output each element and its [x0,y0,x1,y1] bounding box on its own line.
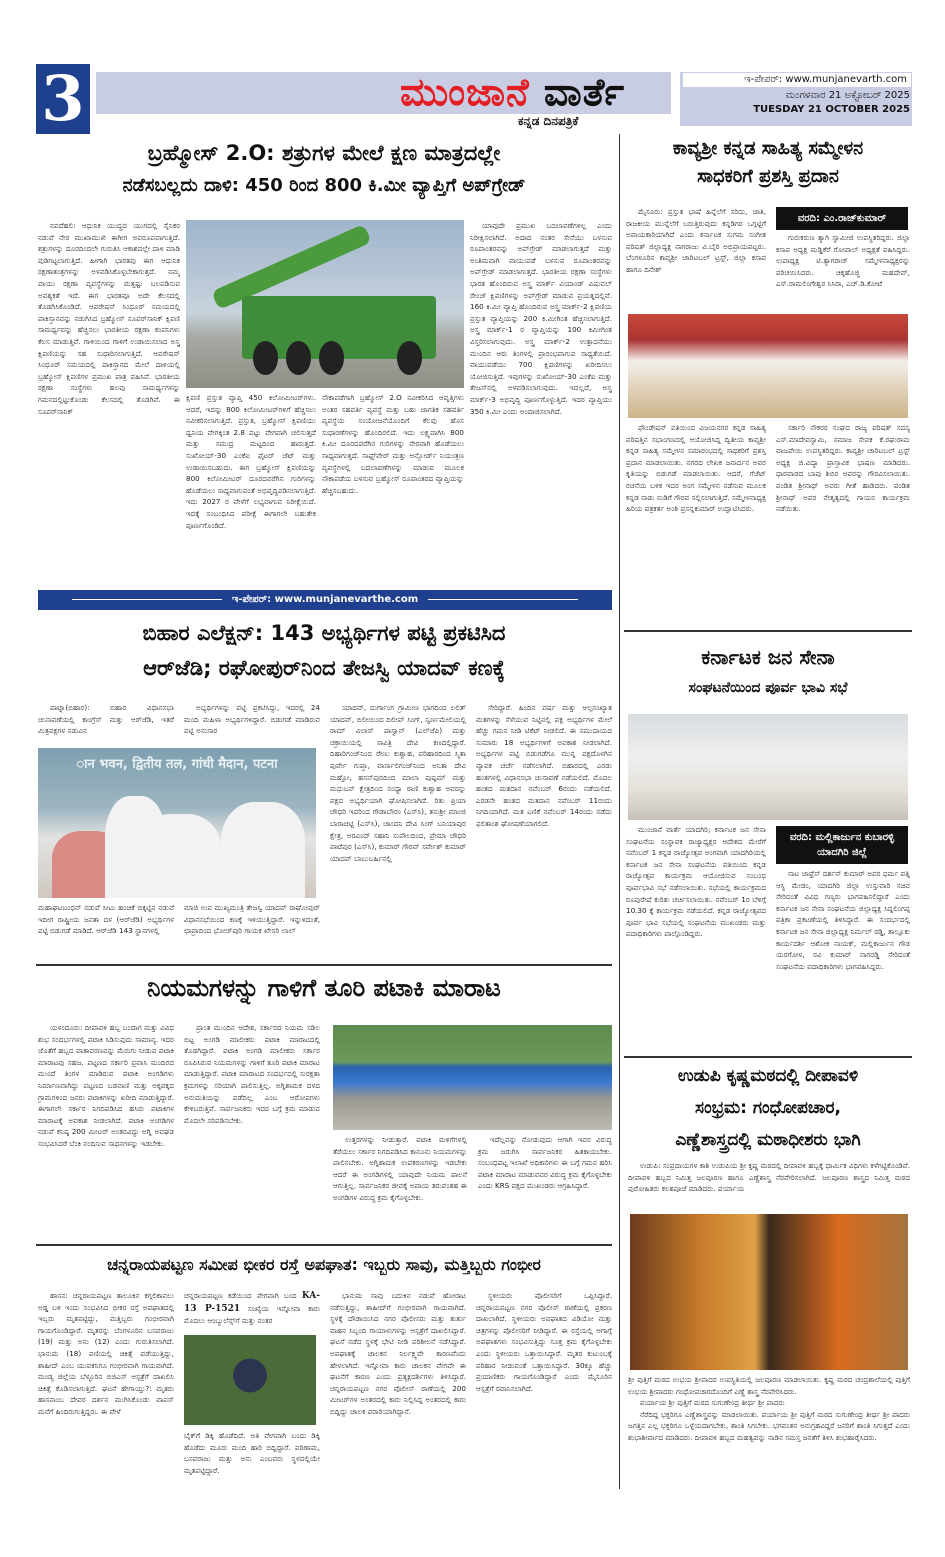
bihar-col-2 [184,702,320,738]
udupi-body-text: ಶ್ರೀ ಪುತ್ತಿಗೆ ಮಠದ ಉಭಯ ಶ್ರೀಪಾದರ ಉಪಸ್ಥಿತಿಯಲ್ಲಿ ಜಲಪೂರಣ ಮಾಡಲಾಯಿತು. ಕೃಷ್ಣ ಮಠದ ಚಂದ್ರಶಾಲೆಯಲ್ಲಿ ಪುತ್ತಿಗೆ ಉಭಯ ಶ್ರೀಪಾದರು ಗಂಧೋಪಚಾರದೊಂದಿಗೆ ಎಣ್ಣೆ ಶಾಸ್ತ್ರ ನೆರವೇರಿಸಿದರು. [628,1375,910,1396]
bihar-text-4: ಸೇರಿದ್ದಾರೆ. ಹಿಂದಿನ ವರ್ಷ ಮತ್ತು ಅಲ್ಪಸಂಖ್ಯಾತ ಮತಗಳನ್ನು ಸೆಳೆಯುವ ನಿಟ್ಟಿನಲ್ಲಿ ಪಕ್ಷ ಅಭ್ಯರ್ಥಿಗಳ ಮೇಲೆ ಹೆಚ್ಚು ಗಮನ ನೀಡಿ ಟಿಕೆಟ್ ನೀಡಲಿದೆ. ಈ ಸಮುದಾಯದ ಸುಮಾರು 18 ಅಭ್ಯರ್ಥಿಗಳಿಗೆ ಅವಕಾಶ ನೀಡಲಾಗಿದೆ. ಅಭ್ಯರ್ಥಿಗಳ ಪಟ್ಟಿ ಬಿಡುಗಡೆಗೂ ಮುನ್ನ ಪಕ್ಷದೊಳಗಿನ ವ್ಯಾಪಕ ಚರ್ಚೆ ನಡೆಸಲಾಗಿದೆ. ಬಿಹಾರದಲ್ಲಿ ಎರಡು ಹಂತಗಳಲ್ಲಿ ವಿಧಾನಸಭಾ ಚುನಾವಣೆ ನಡೆಯಲಿದೆ. ಮೊದಲ ಹಂತದ ಮತದಾನ ನವೆಂಬರ್ 6ರಂದು ನಡೆಯಲಿದೆ. ಎರಡನೇ ಹಂತದ ಮತದಾನ ನವೆಂಬರ್ 11ರಂದು ನಿಗದಿಯಾಗಿದೆ. ಮತ ಎಣಿಕೆ ನವೆಂಬರ್ 14ರಂದು ನಡೆದು ಫಲಿತಾಂಶ ಘೋಷಣೆಯಾಗಲಿದೆ. [476,703,612,828]
date-kannada: ಮಂಗಳವಾರ 21 ಅಕ್ಟೋಬರ್ 2025 [785,90,910,101]
udupi-body-text-3: ನೆರೆದಿದ್ದ ಭಕ್ತರಿಗೂ ಎಣ್ಣೆಶಾಸ್ತ್ರವನ್ನು ಮಾಡಲಾಯಿತು. ಪರ್ಯಾಯ ಶ್ರೀ ಪುತ್ತಿಗೆ ಮಠದ ಸುಗುಣೇಂದ್ರ ತೀರ್ಥ ಶ್ರೀ ಪಾದರು ಜಗತ್ತಿನ ಎಲ್ಲ ಭಕ್ತರಿಗೂ ಒಳ್ಳೆಯದಾಗಬೇಕು, ಶಾಂತಿ ಸಿಗಬೇಕು. ಭಗವಂತನ ಅನುಗ್ರಹವಿದ್ದರೆ ಜನರಿಗೆ ಶಾಂತಿ ಸಿಗುತ್ತದೆ ಎಂದು ಶುಭಾಶೀರ್ವಾದ ಮಾಡಿದರು. ದೀಪಾವಳಿ ಹಬ್ಬದ ಮಹತ್ವವನ್ನು ನಾಡಿನ ಸಮಸ್ತ ಜನತೆಗೆ ತಿಳಿಸಿ ಶುಭಹಾರೈಸಿದರು. [628,1409,910,1442]
page-number: 3 [36,64,90,134]
janasena-photo [628,714,908,820]
janasena-col-2 [776,868,910,1049]
kavyashree-photo [628,314,908,418]
kavyashree-col-4 [776,422,910,622]
accident-text-2a: ಚನ್ನರಾಯಪಟ್ಟಣ ಕಡೆಯಿಂದ ವೇಗವಾಗಿ ಬಂದ [184,1291,297,1300]
epaper-band [38,590,612,610]
kavyashree-headline-2: ಸಾಧಕರಿಗೆ ಪ್ರಶಸ್ತಿ ಪ್ರದಾನ [697,166,839,187]
firecracker-text-1: ಯಳಂದೂರು: ದೀಪಾವಳಿ ಹಬ್ಬ ಬಂದಾಗ ಮತ್ತು ವಿವಿಧ ಶುಭ ಸಂದರ್ಭಗಳಲ್ಲಿ ಪಟಾಕಿ ಸಿಡಿಸುವುದು ಸಾಮಾನ್ಯ. ಇದರ ಜೊತೆಗೆ ಹಬ್ಬದ ವಾತಾವರಣವನ್ನು ಮೆರುಗು ನೀಡುವ ಪಟಾಕಿ ಮಾರಾಟವು ಸಹಜ. ಪಟ್ಟಣದ ಸರ್ಕಾರಿ ಪ್ರವಾಸಿ ಮಂದಿರದ ಮುಂದೆ ತಿಂಗಳ ಮಾಡಿರುವ ಪಟಾಕಿ ಅಂಗಡಿಗಳು ನಿರ್ಮಾಣವಾಗಿದ್ದು ಪಟ್ಟಣದ ಬಡವಾಣಿ ಮತ್ತು ಅಕ್ಕಪಕ್ಕದ ಗ್ರಾಮಗಳಿಂದ ಜನರು ಪಟಾಕಿಗಳನ್ನು ಖರೀದಿ ಮಾಡುತ್ತಿದ್ದಾರೆ. ಈಗಾಗಲೇ ಸರ್ಕಾರ ನಿಗದಿಪಡಿಸಿದ ಹಸಿರು ಪಟಾಕಿಗಳ ಮಾರಾಟಕ್ಕೆ ಅವಕಾಶ ನೀಡಲಾಗಿದೆ. ಪಟಾಕಿ ಅಂಗಡಿಗಳ ನಡುವೆ ಕನಿಷ್ಠ 200 ಮೀಟರ್ ಅಂತರವಿದ್ದು ಅಗ್ನಿ ಅವಘಡ ಸಂಭವಿಸಿದರೆ ಬೆಂಕಿ ನಂದಿಸುವ ಸಾಧನಗಳನ್ನು ಇಡಬೇಕು. [38,1023,174,1148]
person-shape [138,814,221,898]
brahmos-col-3 [470,220,612,585]
firecracker-col-1 [38,1022,174,1237]
section-rule [624,1056,912,1058]
accident-col-4 [476,1290,612,1485]
accident-photo [184,1335,316,1425]
accident-text-3: ಭಾನುಮ ಸಾವು ಬದುಕಿನ ನಡುವೆ ಹೋರಾಟ ನಡೆಸುತ್ತಿದ್ದು, ಶಾಹೀದ್‌ಗೆ ಗಂಭೀರವಾಗಿ ಗಾಯವಾಗಿದೆ. ಸ್ಥಳಕ್ಕೆ ದೌಡಾಯಿಸಿದ ನಗರ ಪೊಲೀಸರು ಮತ್ತು ತುರ್ತು ವಾಹನ ಸಿಬ್ಬಂದಿ ಗಾಯಾಳುಗಳನ್ನು ಆಸ್ಪತ್ರೆಗೆ ದಾಖಲಿಸಿದ್ದಾರೆ. ಘಟನೆ ನಡೆದ ಸ್ಥಳಕ್ಕೆ ಭೇಟಿ ನೀಡಿ ಪರಿಶೀಲನೆ ನಡೆಸಿದ್ದಾರೆ. ಅಪಘಾತಕ್ಕೆ ಚಾಲಕನ ನಿರ್ಲಕ್ಷ್ಯವೇ ಕಾರಣವೆಂದು ಹೇಳಲಾಗಿದೆ. ಇನ್ನೋವಾ ಕಾರು ಚಾಲಕನ ವೇಗವೇ ಈ ಘಟನೆಗೆ ಕಾರಣ ಎಂದು ಪ್ರತ್ಯಕ್ಷದರ್ಶಿಗಳು ತಿಳಿಸಿದ್ದಾರೆ. ಚನ್ನರಾಯಪಟ್ಟಣ ನಗರ ಪೊಲೀಸ್ ಠಾಣೆಯಲ್ಲಿ 200 ಮೀಟರ್‌ಗಳ ಅಂತರದಲ್ಲಿ ಕಾರು ನಿಲ್ಲಿಸಿದ್ದ ಅಂತರದಲ್ಲಿ ಕಾರು ಬಿದ್ದಿದ್ದು ಚಾಲಕ ಪರಾರಿಯಾಗಿದ್ದಾನೆ. [330,1291,466,1416]
firecracker-text-3: ಉತ್ತರಗಳನ್ನು ನೀಡುತ್ತಾರೆ. ಪಟಾಕಿ ಮಳಿಗೆಗಳಲ್ಲಿ ತೆರೆಯಲು ಸರ್ಕಾರ ನಿಗದಿಪಡಿಸಿದ ಕಾನೂನು ನಿಯಮಗಳನ್ನು ಪಾಲಿಸಬೇಕು. ಅಗ್ನಿಶಾಮಕ ಉಪಕರಣಗಳನ್ನು ಇಡಬೇಕು ಆದರೆ ಈ ಅಂಗಡಿಗಳಲ್ಲಿ ಯಾವುದೇ ನಿಯಮ ಪಾಲನೆ ಆಗುತ್ತಿಲ್ಲ. ಸಾರ್ವಜನಿಕರ ಜೀವಕ್ಕೆ ಅಪಾಯ ತರುವಂತಹ ಈ ಅಂಗಡಿಗಳ ವಿರುದ್ಧ ಕ್ರಮ ಕೈಗೊಳ್ಳಬೇಕು. [333,1135,467,1202]
bihar-text-1: ಪಾಟ್ನಾ(ಬಿಹಾರ): ಬಿಹಾರ ವಿಧಾನಸಭಾ ಚುನಾವಣೆಯಲ್ಲಿ ಕಾಂಗ್ರೆಸ್ ಮತ್ತು ಆರ್‌ಜೆಡಿ, ಇತರೆ ಮಿತ್ರಪಕ್ಷಗಳ ನಡುವಿನ [38,703,174,736]
wheel-shape [397,341,422,375]
udupi-headline-1: ಉಡುಪಿ ಕೃಷ್ಣಮಠದಲ್ಲಿ ದೀಪಾವಳಿ [677,1066,859,1086]
section-rule [624,630,912,632]
bihar-headline-1: ಬಿಹಾರ ಎಲೆಕ್ಷನ್: 143 ಅಭ್ಯರ್ಥಿಗಳ ಪಟ್ಟಿ ಪ್ರಕಟಿಸಿದ [142,621,506,645]
epaper-band-url[interactable]: ಇ-ಪೇಪರ್: www.munjanevarthe.com [231,594,419,605]
brahmos-headline-1: ಬ್ರಹ್ಮೋಸ್ 2.O: ಶತ್ರುಗಳ ಮೇಲೆ ಕ್ಷಣ ಮಾತ್ರದಲ್ಲೇ [147,141,501,165]
logo-subtitle: ಕನ್ನಡ ದಿನಪತ್ರಿಕೆ [518,114,579,128]
accident-headline: ಚನ್ನರಾಯಪಟ್ಟಣ ಸಮೀಪ ಭೀಕರ ರಸ್ತೆ ಅಪಘಾತ: ಇಬ್ಬರು ಸಾವು, ಮತ್ತಿಬ್ಬರು ಗಂಭೀರ [107,1255,541,1274]
section-rule [36,1244,612,1246]
accident-caption: ಬೈಕ್‌ಗೆ ಡಿಕ್ಕಿ ಹೊಡೆದಿದೆ. ಅತಿ ವೇಗವಾಗಿ ಬಂದು ಡಿಕ್ಕಿ ಹೊಡೆದು ಮೂರು ಮಂದಿ ಹಾರಿ ಬಿದ್ದಿದ್ದಾರೆ. ಪರಿಣಾಮ, ಬಸವರಾಜು ಮತ್ತು ಅನು ಎಂಬವರು ಸ್ಥಳದಲ್ಲಿಯೇ ಮೃತಪಟ್ಟಿದ್ದಾರೆ. [184,1431,320,1475]
wheel-shape [253,341,278,375]
kavyashree-col-2 [776,232,910,312]
date-english: TUESDAY 21 OCTOBER 2025 [753,104,910,115]
kavyashree-col-1 [626,206,766,311]
janasena-headline-1: ಕರ್ನಾಟಕ ಜನ ಸೇನಾ [701,645,835,669]
kavyashree-text-1: ಮೈಸೂರು: ಪ್ರಸ್ತುತ ಭಾಷೆ ಹಿನ್ನೆಲೆಗೆ ಸರಿದು, ಜಾತಿ, ರಾಜಕೀಯ ಮುನ್ನೆಲೆಗೆ ಬರುತ್ತಿರುವುದು ಕನ್ನಡಿಗರ ಒಗ್ಗಟ್ಟಿಗೆ ಅಪಾಯಕಾರಿಯಾಗಿದೆ ಎಂದು ಕರ್ನಾಟಕ ಸುಗಮ ಸಂಗೀತ ಪರಿಷತ್ ಜಿಲ್ಲಾಧ್ಯಕ್ಷ ನಾಗರಾಜು ವಿ.ಬೈರಿ ಅಭಿಪ್ರಾಯಪಟ್ಟರು. ಬೆಂಗಳೂರಿನ ಕಾವ್ಯಶ್ರೀ ಚಾರಿಟಬಲ್ ಟ್ರಸ್ಟ್, ಜಿಲ್ಲಾ ಕಸಾಪ ಹಾಗೂ ದಿನೇಶ್ [626,207,766,274]
newspaper-logo [400,70,625,115]
logo-black-text: ವಾರ್ತೆ [543,70,626,114]
kavyashree-text-3: ಫೌಂಡೇಷನ್ ವತಿಯಿಂದ ವಿಜಯನಗರ ಕನ್ನಡ ಸಾಹಿತ್ಯ ಪರಿಷತ್ತಿನ ಸಭಾಂಗಣದಲ್ಲಿ ಆಯೋಜಿಸಿದ್ದ ದ್ವಿತೀಯ ಕಾವ್ಯಶ್ರೀ ಕನ್ನಡ ಸಾಹಿತ್ಯ ಸಮ್ಮೇಳನ ಸಮಾರಂಭದಲ್ಲಿ ಸಾಧಕರಿಗೆ ಪ್ರಶಸ್ತಿ ಪ್ರದಾನ ಮಾಡಲಾಯಿತು. ನಗರದ ಲೇಖಕ ಜನಾರ್ದನ ಅವರ ಕೃತಿಯನ್ನು ಬಿಡುಗಡೆ ಮಾಡಲಾಯಿತು. ಆದರೆ, ಗೆಜೆಟ್ ರಚನೆಯ ಬಳಿಕ ಇದರ ಅಂಗ ಸಮ್ಮೇಳನ ನಡೆಸುವ ಮೂಲಕ ಕನ್ನಡ ನಾಡು ನುಡಿಗೆ ಗೌರವ ಸಲ್ಲಿಸಲಾಗುತ್ತಿದೆ. ಸಮ್ಮೇಳನಾಧ್ಯಕ್ಷ ಹಿರಿಯ ಪತ್ರಕರ್ತ ಅಂಶಿ ಪ್ರಸನ್ನಕುಮಾರ್ ಉದ್ಘಾಟಿಸಿದರು. [626,423,766,514]
bihar-headline-2: ಆರ್‌ಜೆಡಿ; ರಘೋಪುರ್‌ನಿಂದ ತೇಜಸ್ವಿ ಯಾದವ್ ಕಣಕ್ಕೆ [143,656,505,680]
accident-text-1: ಹಾಸನ: ಚನ್ನರಾಯಪಟ್ಟಣ ತಾಲೂಕಿನ ಕಗ್ಗಲಿಕಾವಲು ಅಡ್ಡ ಬಳಿ ಇಂದು ಸಂಭವಿಸಿದ ಭೀಕರ ರಸ್ತೆ ಅಪಘಾತದಲ್ಲಿ ಇಬ್ಬರು ಮೃತಪಟ್ಟಿದ್ದು, ಮತ್ತಿಬ್ಬರು ಗಂಭೀರವಾಗಿ ಗಾಯಗೊಂಡಿದ್ದಾರೆ. ಮೃತರನ್ನು ಬೆಂಗಳೂರಿನ ಬಸವರಾಜು (19) ಮತ್ತು ಅನು (12) ಎಂದು ಗುರುತಿಸಲಾಗಿದೆ. ಭಾನುಮ (18) ಪಣಿಯಲ್ಲಿ ಚಿಕಿತ್ಸೆ ಪಡೆಯುತ್ತಿದ್ದು, ಶಾಹೀದ್ ಎಂಬ ಯುವಕನಿಗೂ ಗಂಭೀರವಾಗಿ ಗಾಯವಾಗಿದೆ. ಮಂಡ್ಯ ಜಿಲ್ಲೆಯ ಬೆಳ್ಳೂರಿನ ಬಿಜಿಎಸ್ ಆಸ್ಪತ್ರೆಗೆ ದಾಖಲಿಸಿ ಚಿಕಿತ್ಸೆ ಕೊಡಿಸಲಾಗುತ್ತಿದೆ. ಘಟನೆ ಹೇಗಾಯ್ತು?: ಮೃತರು ಹಾಸನಾಂಬ ದೇವರ ದರ್ಶನ ಮುಗಿಸಿಕೊಂಡು ವಾಪಸ್ ಮನೆಗೆ ಹಿಂದಿರುಗುತ್ತಿದ್ದರು. ಈ ವೇಳೆ [38,1291,174,1416]
brahmos-photo [186,220,464,388]
firecracker-headline: ನಿಯಮಗಳನ್ನು ಗಾಳಿಗೆ ತೂರಿ ಪಟಾಕಿ ಮಾರಾಟ [147,974,501,1002]
bihar-col-1 [38,702,174,738]
udupi-headline-3: ಎಣ್ಣೆಶಾಸ್ತ್ರದಲ್ಲಿ ಮಠಾಧೀಶರು ಭಾಗಿ [675,1130,861,1150]
firecracker-col-2 [184,1022,320,1237]
udupi-headline-2: ಸಂಭ್ರಮ: ಗಂಧೋಪಚಾರ, [695,1098,841,1118]
udupi-body [628,1374,910,1486]
bihar-text-2: ಅಭ್ಯರ್ಥಿಗಳನ್ನು ಪಟ್ಟಿ ಪ್ರಕಟಿಸಿದ್ದು, ಇದರಲ್ಲಿ 24 ಮಂದಿ ಮಹಿಳಾ ಅಭ್ಯರ್ಥಿಗಳಿದ್ದಾರೆ. ಬಿಡುಗಡೆ ಮಾಡಿರುವ ಪಟ್ಟಿ ಅನುಸಾರ [184,703,320,736]
firecracker-text-4: ಇದೆಲ್ಲವನ್ನು ನೋಡುವುದು ಆಗಾಗಿ ಇವರ ವಿರುದ್ಧ ಕ್ರಮ ಜರುಗಿಸಿ ಸಾರ್ವಜನಿಕರ ಹಿತಕಾಯಬೇಕು. ಸಂಬಂಧಪಟ್ಟ ಇಲಾಖೆ ಅಧಿಕಾರಿಗಳು ಈ ಬಗ್ಗೆ ಗಮನ ಹರಿಸಿ ಪಟಾಕಿ ಮಾರಾಟ ಮಾಡುವವರ ವಿರುದ್ಧ ಕ್ರಮ ಕೈಗೊಳ್ಳಬೇಕು ಎಂದು KRS ಪಕ್ಷದ ಮುಖಂಡರು ಆಗ್ರಹಿಸಿದ್ದಾರೆ. [478,1135,612,1191]
accident-col-2 [184,1290,320,1328]
brahmos-caption: ಕ್ಷಿಪಣಿ ಪ್ರಸ್ತುತ ವ್ಯಾಪ್ತಿ 450 ಕಿಲೋಮೀಟರ್‌ಗಳು. ಆದರೆ, ಇದನ್ನು 800 ಕಿಲೋಮೀಟರ್‌ಗಳಿಗೆ ಹೆಚ್ಚಿಸಲು ನವೀಕರಿಸಲಾಗುತ್ತಿದೆ. ಪ್ರಸ್ತುತ, ಬ್ರಹ್ಮೋಸ್ ಕ್ಷಿಪಣಿಯು ಧ್ವನಿಯ ವೇಗಕ್ಕಿಂತ 2.8 ಪಟ್ಟು ವೇಗವಾಗಿ ಚಲಿಸುತ್ತದೆ ಮತ್ತು ಸಮುದ್ರ ಮಟ್ಟದಿಂದ ಹಾರುತ್ತದೆ. ಸುಖೋಯ್-30 ಎಂಕೆಐ ಫೈಟರ್ ಜೆಟ್ ಮತ್ತು ಉಡಾಯಿಸಬಹುದು. ಈಗ ಬ್ರಹ್ಮೋಸ್ ಕ್ಷಿಪಣಿಯನ್ನು 800 ಕಿಲೋಮೀಟರ್ ದೂರದವರೆಗಿನ ಗುರಿಗಳನ್ನು ಹೊಡೆಯಲು ಸಾಧ್ಯವಾಗುವಂತೆ ಅಭಿವೃದ್ಧಿಪಡಿಸಲಾಗುತ್ತಿದೆ. ಇದು 2027 ರ ವೇಳೆಗೆ ಲಭ್ಯವಾಗುವ ನಿರೀಕ್ಷೆಯಿದೆ. ಇದಕ್ಕೆ ಸಂಬಂಧಿಸಿದ ಪರೀಕ್ಷೆ ಈಗಾಗಲೇ ಬಹುತೇಕ ಪೂರ್ಣಗೊಂಡಿದೆ. [186,393,316,530]
bihar-col-4 [476,702,612,960]
epaper-url[interactable]: ಇ-ಪೇಪರ್: www.munjanevarth.com [683,73,911,87]
accident-col-1 [38,1290,174,1485]
firecracker-photo [333,1025,612,1130]
kavyashree-headline-1: ಕಾವ್ಯಶ್ರೀ ಕನ್ನಡ ಸಾಹಿತ್ಯ ಸಮ್ಮೇಳನ [672,138,864,159]
bihar-caption-2: ಮಾಜಿ ಉಪ ಮುಖ್ಯಮಂತ್ರಿ ತೇಜಸ್ವಿ ಯಾದವ್ ರಾಘೋಪುರ್ ವಿಧಾನಸಭೆಯಿಂದ ಕಣಕ್ಕೆ ಇಳಿಯುತ್ತಿದ್ದಾರೆ. ಇನ್ನುಳಿದಂತೆ, ಛಾಪ್ರಾದಿಂದ ಭೋಜ್‌ಪುರಿ ಗಾಯಕ ಖೇಸರಿ ಲಾಲ್ [184,903,320,936]
brahmos-caption-2: ನೌಕಾಪಡೆಗಾಗಿ ಬ್ರಹ್ಮೋಸ್ 2.O ನವೀಕರಿಸಿದ ಆವೃತ್ತಿಗಳು ಅಂತರ ಸಹವರ್ತಿ ವ್ಯವಸ್ಥೆ ಮತ್ತು ಬಹು ಜಾಗತಿಕ ಸಹವರ್ತಿ ವ್ಯವಸ್ಥೆಯ ಸಂಯೋಜನೆಯೊಂದಿಗೆ ಕೆಲವು ಹೊಸ ಸುಧಾರಣೆಗಳನ್ನು ಹೊಂದಿರಲಿದೆ. ಇದು ಲಕ್ಷ್ಯವಾಗಿಸಿ 800 ಕಿ.ಮೀ ದೂರದವರೆಗಿನ ಗುರಿಗಳನ್ನು ನೇರವಾಗಿ ಹೊಡೆಯಲು ಸಾಧ್ಯವಾಗುತ್ತದೆ. ಸಾಫ್ಟ್‌ವೇರ್ ಮತ್ತು ಆನ್ಬೋರ್ಡ್ ನಿಯಂತ್ರಣ ವ್ಯವಸ್ಥೆಗಳಲ್ಲಿ ಬದಲಾವಣೆಗಳನ್ನು ಮಾಡುವ ಮೂಲಕ ನೌಕಾಪಡೆಯ ಬಳಸುವ ಬ್ರಹ್ಮೋಸ್ ರೂಪಾಂತರದ ವ್ಯಾಪ್ತಿಯನ್ನು ಹೆಚ್ಚಿಸಬಹುದು. [322,393,464,495]
column-divider [619,134,620,1489]
udupi-intro-text: ಉಡುಪಿ: ಸಂಪ್ರದಾಯಗಳ ಕಾಶಿ ಉಡುಪಿಯ ಶ್ರೀ ಕೃಷ್ಣ ಮಠದಲ್ಲಿ ದೀಪಾವಳಿ ಹಬ್ಬಕ್ಕೆ ಧಾರ್ಮಿಕ ವಿಧಿಗಳು ಕಳೆಗಟ್ಟಿಕೊಂಡಿವೆ. ದೀಪಾವಳಿ ಹಬ್ಬದ ನಿಮಿತ್ತ ಜಲಪೂರಣ ಹಾಗೂ ಎಣ್ಣೆಶಾಸ್ತ್ರ ನೆರವೇರಿಸಲಾಗಿದೆ. ಜಲಪೂರಣ ಶಾಸ್ತ್ರದ ನಿಮಿತ್ತ ಮಠದ ಪುರೋಹಿತರು ಕಲಶಪೂಜೆ ಮಾಡಿದರು. ಪರ್ಯಾಯ [628,1161,910,1194]
bihar-text-3: ಯಾದವ್, ದುರ್ಗಾಂಗ ಗ್ರಾಮೀಣ ಭಾಗದಿಂದ ಲಲಿತ್ ಯಾದವ್, ಬಿಲೀಯಿಂದ ದಿಲೀಪ್ ಸಿಂಗ್, ಸ್ವರ್ಣಮೇಲಿಯಲ್ಲಿ ರಾಮ್ ವಿಲಾಸ್ ಪಾಸ್ವಾನ್ (ಎಲ್‌ಜೆಪಿ) ಮತ್ತು ಚಕ್ರಾಯಿಯಲ್ಲಿ ಸಾವಿತ್ರಿ ದೇವಿ ಕಣದಲ್ಲಿದ್ದಾರೆ. ದಿಹಾರಿಗಂಜ್‌ನಿಂದ ರೇಣು ಕುಶ್ವಾಹ, ಪರಿಹಾರದಿಂದ ಸ್ಮಿತಾ ಪುರ್ವೇ ಗುಪ್ತಾ, ವಾರ್ಸಾಲಿಗಂಜ್‌ನಿಂದ ಅನಿತಾ ದೇವಿ ಮಹ್ತೋ, ಹಸನ್‌ಪುರದಿಂದ ಮಾಲಾ ಪುಷ್ಪಮ್ ಮತ್ತು ಮಧುಬನ್ ಕ್ಷೇತ್ರದಿಂದ ಸಂಧ್ಯಾ ರಾಣಿ ಕುಶ್ವಾಹ ಅವರನ್ನು ಪಕ್ಷದ ಅಭ್ಯರ್ಥಿಯಾಗಿ ಘೋಷಿಸಲಾಗಿದೆ. ರಿತು ಪ್ರಿಯಾ ಚೌಧರಿ ಇವರಿಂದ ಗೌಡಾಬೌರಂ (ಎಸ್‌ಸಿ), ತನುಶ್ರೀ ಮಾಂಜಿ ಬಾರಾಚಟ್ಟಿ (ಎಸ್‌ಸಿ), ಚಾಂದನಿ ದೇವಿ ಸಿಂಗ್ ಬನಿಯಾಪುರ ಕ್ಷೇತ್ರ, ಅರವಿಂದ್ ಸಹಾನಿ ಸುಪೌಲದಿಂದ, ಪ್ರೇಮಾ ಚೌಧರಿ ಪಾಟೆಪುರ (ಎಸ್‌ಸಿ), ಕುಮಾರ್ ಗೌರವ್ ಸರ್ವೇಶ್ ಕುಮಾರ್ ಯಾದವ್ ಬಾಬುಬರ್ಹಿನಲ್ಲಿ [330,703,466,863]
accident-text-4: ಸ್ಥಳೀಯರು ಪೊಲೀಸರಿಗೆ ಒಪ್ಪಿಸಿದ್ದಾರೆ. ಚನ್ನರಾಯಪಟ್ಟಣ ನಗರ ಪೊಲೀಸ್ ಠಾಣೆಯಲ್ಲಿ ಪ್ರಕರಣ ದಾಖಲಾಗಿದೆ. ಸ್ಥಳೀಯರು ಅಪಘಾತದ ವಿಡಿಯೋ ಮತ್ತು ಚಿತ್ರಗಳನ್ನು ಪೊಲೀಸರಿಗೆ ನೀಡಿದ್ದಾರೆ. ಈ ರಸ್ತೆಯಲ್ಲಿ ಆಗಾಗ್ಗೆ ಅಪಘಾತಗಳು ಸಂಭವಿಸುತ್ತಿದ್ದು ಸೂಕ್ತ ಕ್ರಮ ಕೈಗೊಳ್ಳಬೇಕು ಎಂದು ಸ್ಥಳೀಯರು ಒತ್ತಾಯಿಸಿದ್ದಾರೆ. ಮೃತರ ಕುಟುಂಬಕ್ಕೆ ಪರಿಹಾರ ನೀಡುವಂತೆ ಒತ್ತಾಯಿಸಿದ್ದಾರೆ. 30ಕ್ಕೂ ಹೆಚ್ಚು ಪ್ರಯಾಣಿಕರು ಗಾಯಗೊಂಡಿದ್ದಾರೆ ಎಂದು ಮೈಸೂರಿನ ಆಸ್ಪತ್ರೆಗೆ ರವಾನಿಸಲಾಗಿದೆ. [476,1291,612,1393]
janasena-text-2: ನಾಟ ಜಾಫ್ರೆಸ್ ದರ್ಶನ್ ಕುಮಾರ್ ಅವರ ಧರ್ಮ ಪತ್ನಿ ಆಸ್ಥಿ ಮೇಡಂ, ಯಾದಗಿರಿ ಜಿಲ್ಲಾ ಉಸ್ತುವಾರಿ ಸಚಿವ ಸೇರಿದಂತೆ ವಿವಿಧ ಗಣ್ಯರು ಭಾಗವಹಿಸಲಿದ್ದಾರೆ ಎಂದು ಕರ್ನಾಟಕ ಜನ ಸೇನಾ ಸಂಘಟನೆಯ ಜಿಲ್ಲಾಧ್ಯಕ್ಷ ಸಿದ್ದಲಿಂಗಪ್ಪ ಪತ್ರಿಕಾ ಪ್ರಕಟಣೆಯಲ್ಲಿ ತಿಳಿಸಿದ್ದಾರೆ. ಈ ಸಂದರ್ಭದಲ್ಲಿ ಕರ್ನಾಟಕ ಜನ ಸೇನಾ ಜಿಲ್ಲಾಧ್ಯಕ್ಷ ನಿರ್ಮಲ್ ರಡ್ಡಿ, ತಾಲ್ಲೂಕು ಕಾರ್ಯದರ್ಶಿ ಆಶೋಕ ನಾಯಕ್, ಮಲ್ಲಿಕಾರ್ಜುನ ಗೌಡ ಯರಗೋಳ, ರವಿ ಕುಮಾರ್ ನಾಗರಡ್ಡಿ ಸೇರಿದಂತೆ ಸಂಘಟನೆಯ ಪದಾಧಿಕಾರಿಗಳು ಭಾಗವಹಿಸಿದ್ದರು. [776,869,910,971]
udupi-intro [628,1160,910,1208]
udupi-body-text-2: ಪರ್ಯಾಯ ಶ್ರೀ ಪುತ್ತಿಗೆ ಮಠದ ಸುಗುಣೇಂದ್ರ ತೀರ್ಥ ಶ್ರೀ ಪಾದರು [640,1398,785,1408]
firecracker-col-4 [478,1134,612,1237]
wheel-shape [319,341,344,375]
wheel-shape [286,341,311,375]
section-rule [36,964,612,966]
kavyashree-byline: ವರದಿ: ಎಂ.ರಾಜ್‌ಕುಮಾರ್ [776,207,908,230]
janasena-text-1: ಮುಂಜಾನೆ ವಾರ್ತೆ ಯಾದಗಿರಿ; ಕರ್ನಾಟಕ ಜನ ಸೇನಾ ಸಂಘಟನೆಯ ಸಂಸ್ಥಾಪಕ ರಾಜ್ಯಾಧ್ಯಕ್ಷರ ಆದೇಶದ ಮೇರೆಗೆ ನವೆಂಬರ್ 1 ಕನ್ನಡ ರಾಜ್ಯೋತ್ಸವ ಅಂಗವಾಗಿ ಯಾದಗಿರಿಯಲ್ಲಿ ಕರ್ನಾಟಕ ಜನ ಸೇನಾ ಸಂಘಟನೆಯ ವತಿಯಿಂದ ಕನ್ನಡ ರಾಜ್ಯೋತ್ಸವ ಕಾರ್ಯಕ್ರಮ ಆಯೋಜಿಸುವ ಸಂಬಂಧ ಪೂರ್ವಭಾವಿ ಸಭೆ ನಡೆಸಲಾಯಿತು. ಸಭೆಯಲ್ಲಿ ಕಾರ್ಯಕ್ರಮದ ರೂಪುರೇಷೆ ಕುರಿತು ಚರ್ಚಿಸಲಾಯಿತು. ನವೆಂಬರ್ 1ರ ಬೆಳಿಗ್ಗೆ 10.30 ಕ್ಕೆ ಕಾರ್ಯಕ್ರಮ ನಡೆಯಲಿದೆ. ಕನ್ನಡ ರಾಜ್ಯೋತ್ಸವದ ಪೂರ್ವ ಭಾವಿ ಸಭೆಯಲ್ಲಿ ಸಂಘಟನೆಯ ಮುಖಂಡರು ಮತ್ತು ಪದಾಧಿಕಾರಿಗಳು ಪಾಲ್ಗೊಂಡಿದ್ದರು. [626,825,766,939]
brahmos-headline-2: ನಡೆಸಬಲ್ಲದು ದಾಳಿ: 450 ರಿಂದ 800 ಕಿ.ಮೀ ವ್ಯಾಪ್ತಿಗೆ ಅಪ್‌ಗ್ರೇಡ್ [122,175,526,196]
bihar-caption-1: ಮಹಾಘಟಬಂಧನ್ ನಡುವೆ ಸೀಟು ಹಂಚಿಕೆ ಬಿಕ್ಕಟ್ಟಿನ ನಡುವೆ ಇದೀಗ ರಾಷ್ಟ್ರೀಯ ಜನತಾ ದಳ (ಆರ್‌ಜೆಡಿ) ಅಭ್ಯರ್ಥಿಗಳ ಪಟ್ಟಿ ಬಿಡುಗಡೆ ಮಾಡಿದೆ. ಆರ್‌ಜೆಡಿ 143 ಸ್ಥಾನಗಳಲ್ಲಿ [38,903,174,936]
kavyashree-col-3 [626,422,766,622]
logo-red-text: ಮುಂಜಾನೆ [400,70,530,114]
vehicle-plate: KA-13 P-1521 [184,1291,320,1314]
accident-col-3 [330,1290,466,1485]
firecracker-col-3 [333,1134,467,1237]
brahmos-text-1: ನವದೆಹಲಿ: ಆಧುನಿಕ ಯುದ್ಧದ ಯುಗದಲ್ಲಿ ಸೈನಿಕರ ನಡುವೆ ನೇರ ಮುಖಾಮುಖಿ ಈಗೀಗ ಅಪರೂಪವಾಗುತ್ತಿದೆ. ಶತ್ರುಗಳನ್ನು ದೂರದಿಂದಲೇ ಗುರುತಿಸಿ ಆಕಾಶದಲ್ಲೇ ದಾಳಿ ಮಾಡಿ ಪುಡಿಗಟ್ಟಲಾಗುತ್ತಿದೆ. ಹೀಗಾಗಿ ಭಾರತವು ಈಗ ಆಧುನಿಕ ರಕ್ಷಣಾತಂತ್ರಗಳನ್ನು ಅಳವಡಿಸಿಕೊಳ್ಳಬೇಕಾಗುತ್ತದೆ. ನಮ್ಮ ವಾಯು ರಕ್ಷಣಾ ವ್ಯವಸ್ಥೆಗಳನ್ನು ಮತ್ತಷ್ಟು ಬಲಪಡಿಸುವ ಅವಶ್ಯಕತೆ ಇದೆ. ಈಗ ಭಾರತವೂ ಅದೇ ಕೆಲಸದಲ್ಲಿ ತೊಡಗಿಸಿಕೊಂಡಿದೆ. ಆಪರೇಷನ್ ಸಿಂಧೂರ್ ಸಮಯದಲ್ಲಿ ಪಾಕಿಸ್ತಾನವನ್ನು ನಡುಗಿಸಿದ ಬ್ರಹ್ಮೋಸ್ ಸೂಪರ್‌ಸಾನಿಕ್ ಕ್ಷಿಪಣಿ ಸಾಮರ್ಥ್ಯವನ್ನು ಹೆಚ್ಚಿಸಲು ಭಾರತೀಯ ರಕ್ಷಣಾ ಕಂಪನಿಗಳು ಕೆಲಸ ಮಾಡುತ್ತಿವೆ. ಗಾಳಿಯಿಂದ ಗಾಳಿಗೆ ಉಡಾಯಿಸಲಾದ ಅಸ್ತ್ರ ಕ್ಷಿಪಣಿಯನ್ನು ಸಹ ಸುಧಾರಿಸಲಾಗುತ್ತಿದೆ. ಆಪರೇಷನ್ ಸಿಂಧೂರ್ ಸಮಯದಲ್ಲಿ ಪಾಕಿಸ್ತಾನದ ಮೇಲೆ ದಾಳಿಯಲ್ಲಿ ಬ್ರಹ್ಮೋಸ್ ಕ್ಷಿಪಣಿಗಳ ಪ್ರಮುಖ ಪಾತ್ರ ವಹಿಸಿವೆ. ಭಾರತೀಯ ರಕ್ಷಣಾ ಸಂಸ್ಥೆಗಳು ಹಲವು ಸಾಮರ್ಥ್ಯಗಳನ್ನು ಗಮನದಲ್ಲಿಟ್ಟುಕೊಂಡು ಕೆಲಸದಲ್ಲಿ ತೊಡಗಿವೆ. ಈ ಸೂಪರ್‌ಸಾನಿಕ್ [38,221,180,416]
bihar-col-3 [330,702,466,960]
bihar-photo [38,748,316,898]
kavyashree-text-2: ಗುರುಕರುಣ ತ್ಯಾಗಿ ಸ್ವಾಮೀಜಿ ಉಪಸ್ಥಿತರಿದ್ದರು. ಜಿಲ್ಲಾ ಕಸಾಪ ಅಧ್ಯಕ್ಷ ಮಡ್ಡಿಕೆರೆ ಗೋಪಾಲ್ ಅಧ್ಯಕ್ಷತೆ ವಹಿಸಿದ್ದರು. ಉಪಾಧ್ಯಕ್ಷ ಟಿ.ತ್ಯಾಗರಾಜ್ ಸಮ್ಮೇಳನಾಧ್ಯಕ್ಷರನ್ನು ಪರಿಚಯಿಸಿದರು. ಚಿಕ್ಕಹೊಜ್ಜಿ ಮಹದೇವ್, ಎಸ್.ರಾಮಲಿಂಗೇಶ್ವರ ಸಿಸಿರಾ, ಎಚ್.ಡಿ.ಕೋಟೆ [776,233,910,289]
brahmos-col-1 [38,220,180,585]
photo-banner-text: ान भवन, द्वितीय तल, गांधी मैदान, पटना [76,757,278,772]
brahmos-text-3: ಯಾವುದೇ ಪ್ರಮುಖ ಬದಲಾವಣೆಗಳಿಲ್ಲ ಎಂದು ನಿರೀಕ್ಷಿಸಲಾಗಿದೆ. ಅದಾದ ನಂತರ ಸೇನೆಯು ಬಳಸುವ ರೂಪಾಂತರವನ್ನು ಅಪ್‌ಗ್ರೇಡ್ ಮಾಡಲಾಗುತ್ತದೆ ಮತ್ತು ಅಂತಿಮವಾಗಿ ವಾಯುಪಡೆ ಬಳಸುವ ರೂಪಾಂತರವನ್ನು ಅಪ್‌ಗ್ರೇಡ್ ಮಾಡಲಾಗುತ್ತದೆ. ಭಾರತೀಯ ರಕ್ಷಣಾ ಸಂಸ್ಥೆಗಳು ಭಾರತ ಹೊಂದಿರುವ ಅಸ್ತ್ರ ಮಾರ್ಕ್ ವಿಯಾಂಡ್ ವಿಷುವಲ್ ರೇಂಜ್ ಕ್ಷಿಪಣಿಗಳನ್ನು ಅಪ್‌ಗ್ರೇಡ್ ಮಾಡುವ ಪ್ರಯತ್ನದಲ್ಲಿವೆ. 160 ಕಿ.ಮೀ ವ್ಯಾಪ್ತಿ ಹೊಂದಿರುವ ಅಸ್ತ್ರ ಮಾರ್ಕ್-2 ಕ್ಷಿಪಣಿಯ ಪ್ರಸ್ತುತ ವ್ಯಾಪ್ತಿಯನ್ನು 200 ಕಿ.ಮೀಗಿಂತ ಹೆಚ್ಚಿಸಲಾಗುತ್ತಿದೆ. ಅಸ್ತ್ರ ಮಾರ್ಕ್-1 ರ ವ್ಯಾಪ್ತಿಯನ್ನು 100 ಕಿಮೀಗಿಂತ ವಿಸ್ತರಿಸಲಾಗುವುದು. ಅಸ್ತ್ರ ಮಾರ್ಕ್-2 ಉತ್ಪಾದನೆಯು ಮುಂದಿನ ಆರು ತಿಂಗಳಲ್ಲಿ ಪ್ರಾರಂಭವಾಗುವ ಸಾಧ್ಯತೆಯಿದೆ. ವಾಯುಪಡೆಯು 700 ಕ್ಷಿಪಣಿಗಳನ್ನು ಖರೀದಿಸಲು ಯೋಜಿಸುತ್ತಿದೆ. ಇವುಗಳನ್ನು ಸುಖೋಯ್-30 ಎಂಕೆಐ ಮತ್ತು ತೇಜಸ್‌ನಲ್ಲಿ ಅಳವಡಿಸಲಾಗುವುದು. ಇದಲ್ಲದೆ, ಅಸ್ತ್ರ ಮಾರ್ಕ್-3 ಅಭಿವೃದ್ಧಿ ಪೂರ್ಣಗೊಳ್ಳುತ್ತಿದೆ. ಇದರ ವ್ಯಾಪ್ತಿಯು 350 ಕಿ.ಮೀ ಎಂದು ಅಂದಾಜಿಸಲಾಗಿದೆ. [470,221,612,416]
person-shape [221,802,304,898]
firecracker-text-2: ಪ್ರಾಂತ ಮುಂದಿನ ಆದೇಶ, ಸರ್ಕಾರದ ನಿಯಮ ಸಡಿಲ ಬಿಟ್ಟ ಅಂಗಡಿ ಮಾಲೀಕರು ಪಟಾಕಿ ಮಾರಾಟದಲ್ಲಿ ತೊಡಗಿದ್ದಾರೆ. ಪಟಾಕಿ ಅಂಗಡಿ ಮಾಲೀಕರು ಸರ್ಕಾರ ರೂಪಿಸಿರುವ ನಿಯಮಗಳನ್ನು ಗಾಳಿಗೆ ತೂರಿ ಪಟಾಕಿ ಮಾರಾಟ ಮಾಡುತ್ತಿದ್ದಾರೆ. ಪಟಾಕಿ ಮಾರಾಟದ ಸಂದರ್ಭದಲ್ಲಿ ಸುರಕ್ಷತಾ ಕ್ರಮಗಳನ್ನು ಸರಿಯಾಗಿ ಪಾಲಿಸುತ್ತಿಲ್ಲ. ಅಗ್ನಿಶಾಮಕ ದಳದ ಅನುಮತಿಯನ್ನು ಪಡೆದಿಲ್ಲ ಎಂಬ ಆರೋಪಗಳು ಕೇಳಿಬರುತ್ತಿವೆ. ಸಾರ್ವಜನಿಕರು ಇದರ ಬಗ್ಗೆ ಕ್ರಮ ಮಾಡುವ ಮೊದಲೇ ಸರಿಪಡಿಸಬೇಕು. [184,1023,320,1125]
kavyashree-text-4: ಸರ್ಕಾರಿ ನೌಕರರ ಸಂಘದ ರಾಜ್ಯ ಪರಿಷತ್ ಸದಸ್ಯ ಎಸ್.ಮಾದೇವಸ್ವಾಮಿ, ಸಮಾಜ ಸೇವಕ ಕೆ.ರಘುರಾಮ ವಾಜಪೇಯಿ ಉಪಸ್ಥಿತರಿದ್ದರು. ಕಾವ್ಯಶ್ರೀ ಚಾರಿಟಬಲ್ ಟ್ರಸ್ಟ್ ಅಧ್ಯಕ್ಷ ಜಿ.ವಿದ್ಯಾ ಪ್ರಾಸ್ತಾವಿಕ ಭಾಷಣ ಮಾಡಿದರು. ಧಾರವಾಡದ ಬಾಪು ಶಿಬಿರ ಅವರನ್ನು ಗೌರವಿಸಲಾಯಿತು. ಪಂಡಿತ ಶ್ರೀನಾಥ್ ಅವರು ಗೀತೆ ಹಾಡಿದರು. ಪಂಡಿತ ಶ್ರೀನಾಥ್ ಅವರ ನೇತೃತ್ವದಲ್ಲಿ ಗಾಯನ ಕಾರ್ಯಕ್ರಮ ನಡೆಯಿತು. [776,423,910,514]
janasena-col-1 [626,824,766,1049]
janasena-headline-2: ಸಂಘಟನೆಯಿಂದ ಪೂರ್ವ ಭಾವಿ ಸಭೆ [688,680,848,696]
udupi-photo [630,1214,908,1370]
accident-text-2b: ಸಂಖ್ಯೆಯ ಇನ್ನೋವಾ ಕಾರು ಮೊದಲು ಆಂಬ್ಯುಲೆನ್ಸ್‌ಗೆ ಮತ್ತು ನಂತರ [184,1303,320,1326]
janasena-byline: ವರದಿ: ಮಲ್ಲಿಕಾರ್ಜುನ ಕುಬಾರಳ್ಳಿ ಯಾದಗಿರಿ ಜಿಲ್ಲೆ [776,826,908,864]
